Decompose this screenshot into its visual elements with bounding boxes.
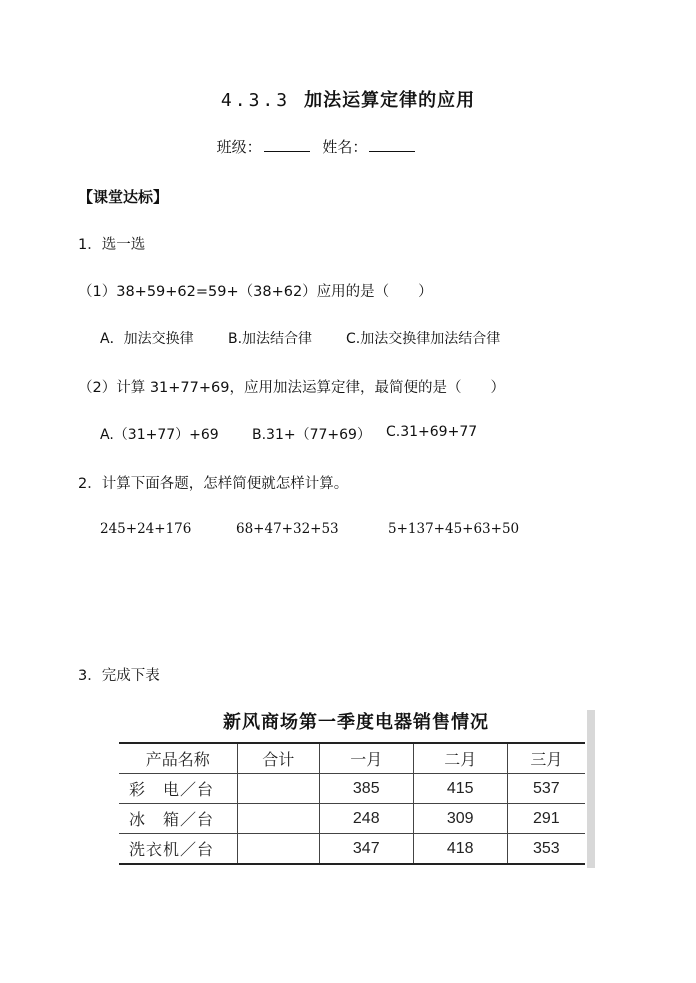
q2-problem-3: 5+137+45+63+50: [388, 521, 520, 537]
table-title: 新风商场第一季度电器销售情况: [223, 712, 489, 733]
q1-sub1-stem: （1）38+59+62=59+（38+62）应用的是（ ）: [78, 284, 433, 300]
class-label: 班级：: [216, 138, 262, 156]
q2-heading: 2．计算下面各题，怎样简便就怎样计算。: [78, 476, 349, 492]
header-total: 合计: [237, 743, 319, 774]
page-title: [0, 86, 696, 112]
q1-heading: 1．选一选: [78, 237, 146, 253]
q3-heading: 3．完成下表: [78, 668, 160, 684]
q1-sub1-option-a: A．加法交换律: [100, 331, 194, 347]
row-product: 洗衣机／台: [119, 834, 237, 865]
row-jan: 385: [319, 774, 413, 804]
q2-problem-1: 245+24+176: [100, 521, 192, 537]
header-mar: 三月: [507, 743, 585, 774]
class-name-line: [0, 136, 640, 157]
scan-edge: [587, 710, 595, 868]
q2-problem-2: 68+47+32+53: [236, 521, 339, 537]
header-feb: 二月: [413, 743, 507, 774]
row-product: 彩 电／台: [119, 774, 237, 804]
q1-sub1-option-c: C.加法交换律加法结合律: [346, 331, 501, 347]
row-total-cell[interactable]: [237, 834, 319, 865]
row-mar: 537: [507, 774, 585, 804]
row-jan: 248: [319, 804, 413, 834]
q1-sub2-option-c: C.31+69+77: [386, 424, 478, 440]
row-total-cell[interactable]: [237, 804, 319, 834]
q1-sub2-option-a: A.（31+77）+69: [100, 427, 219, 443]
row-product: 冰 箱／台: [119, 804, 237, 834]
row-mar: 353: [507, 834, 585, 865]
header-product: 产品名称: [119, 743, 237, 774]
table-row: [119, 774, 585, 804]
table-row: [119, 834, 585, 865]
class-blank[interactable]: [264, 139, 310, 152]
row-feb: 415: [413, 774, 507, 804]
q1-sub2-stem: （2）计算 31+77+69，应用加法运算定律，最简便的是（ ）: [78, 380, 505, 396]
table-header-row: [119, 743, 585, 774]
row-jan: 347: [319, 834, 413, 865]
sales-table: [119, 742, 585, 865]
section-title: 【课堂达标】: [78, 188, 169, 206]
row-mar: 291: [507, 804, 585, 834]
row-feb: 418: [413, 834, 507, 865]
lesson-number: 4.3.3: [220, 90, 291, 111]
row-total-cell[interactable]: [237, 774, 319, 804]
table-row: [119, 804, 585, 834]
row-feb: 309: [413, 804, 507, 834]
name-label: 姓名：: [322, 138, 368, 156]
sales-table-scan: [117, 708, 595, 868]
name-blank[interactable]: [369, 139, 415, 152]
q1-sub2-option-b: B.31+（77+69）: [252, 427, 371, 443]
q1-sub1-option-b: B.加法结合律: [228, 331, 313, 347]
header-jan: 一月: [319, 743, 413, 774]
lesson-title: 加法运算定律的应用: [304, 90, 476, 111]
